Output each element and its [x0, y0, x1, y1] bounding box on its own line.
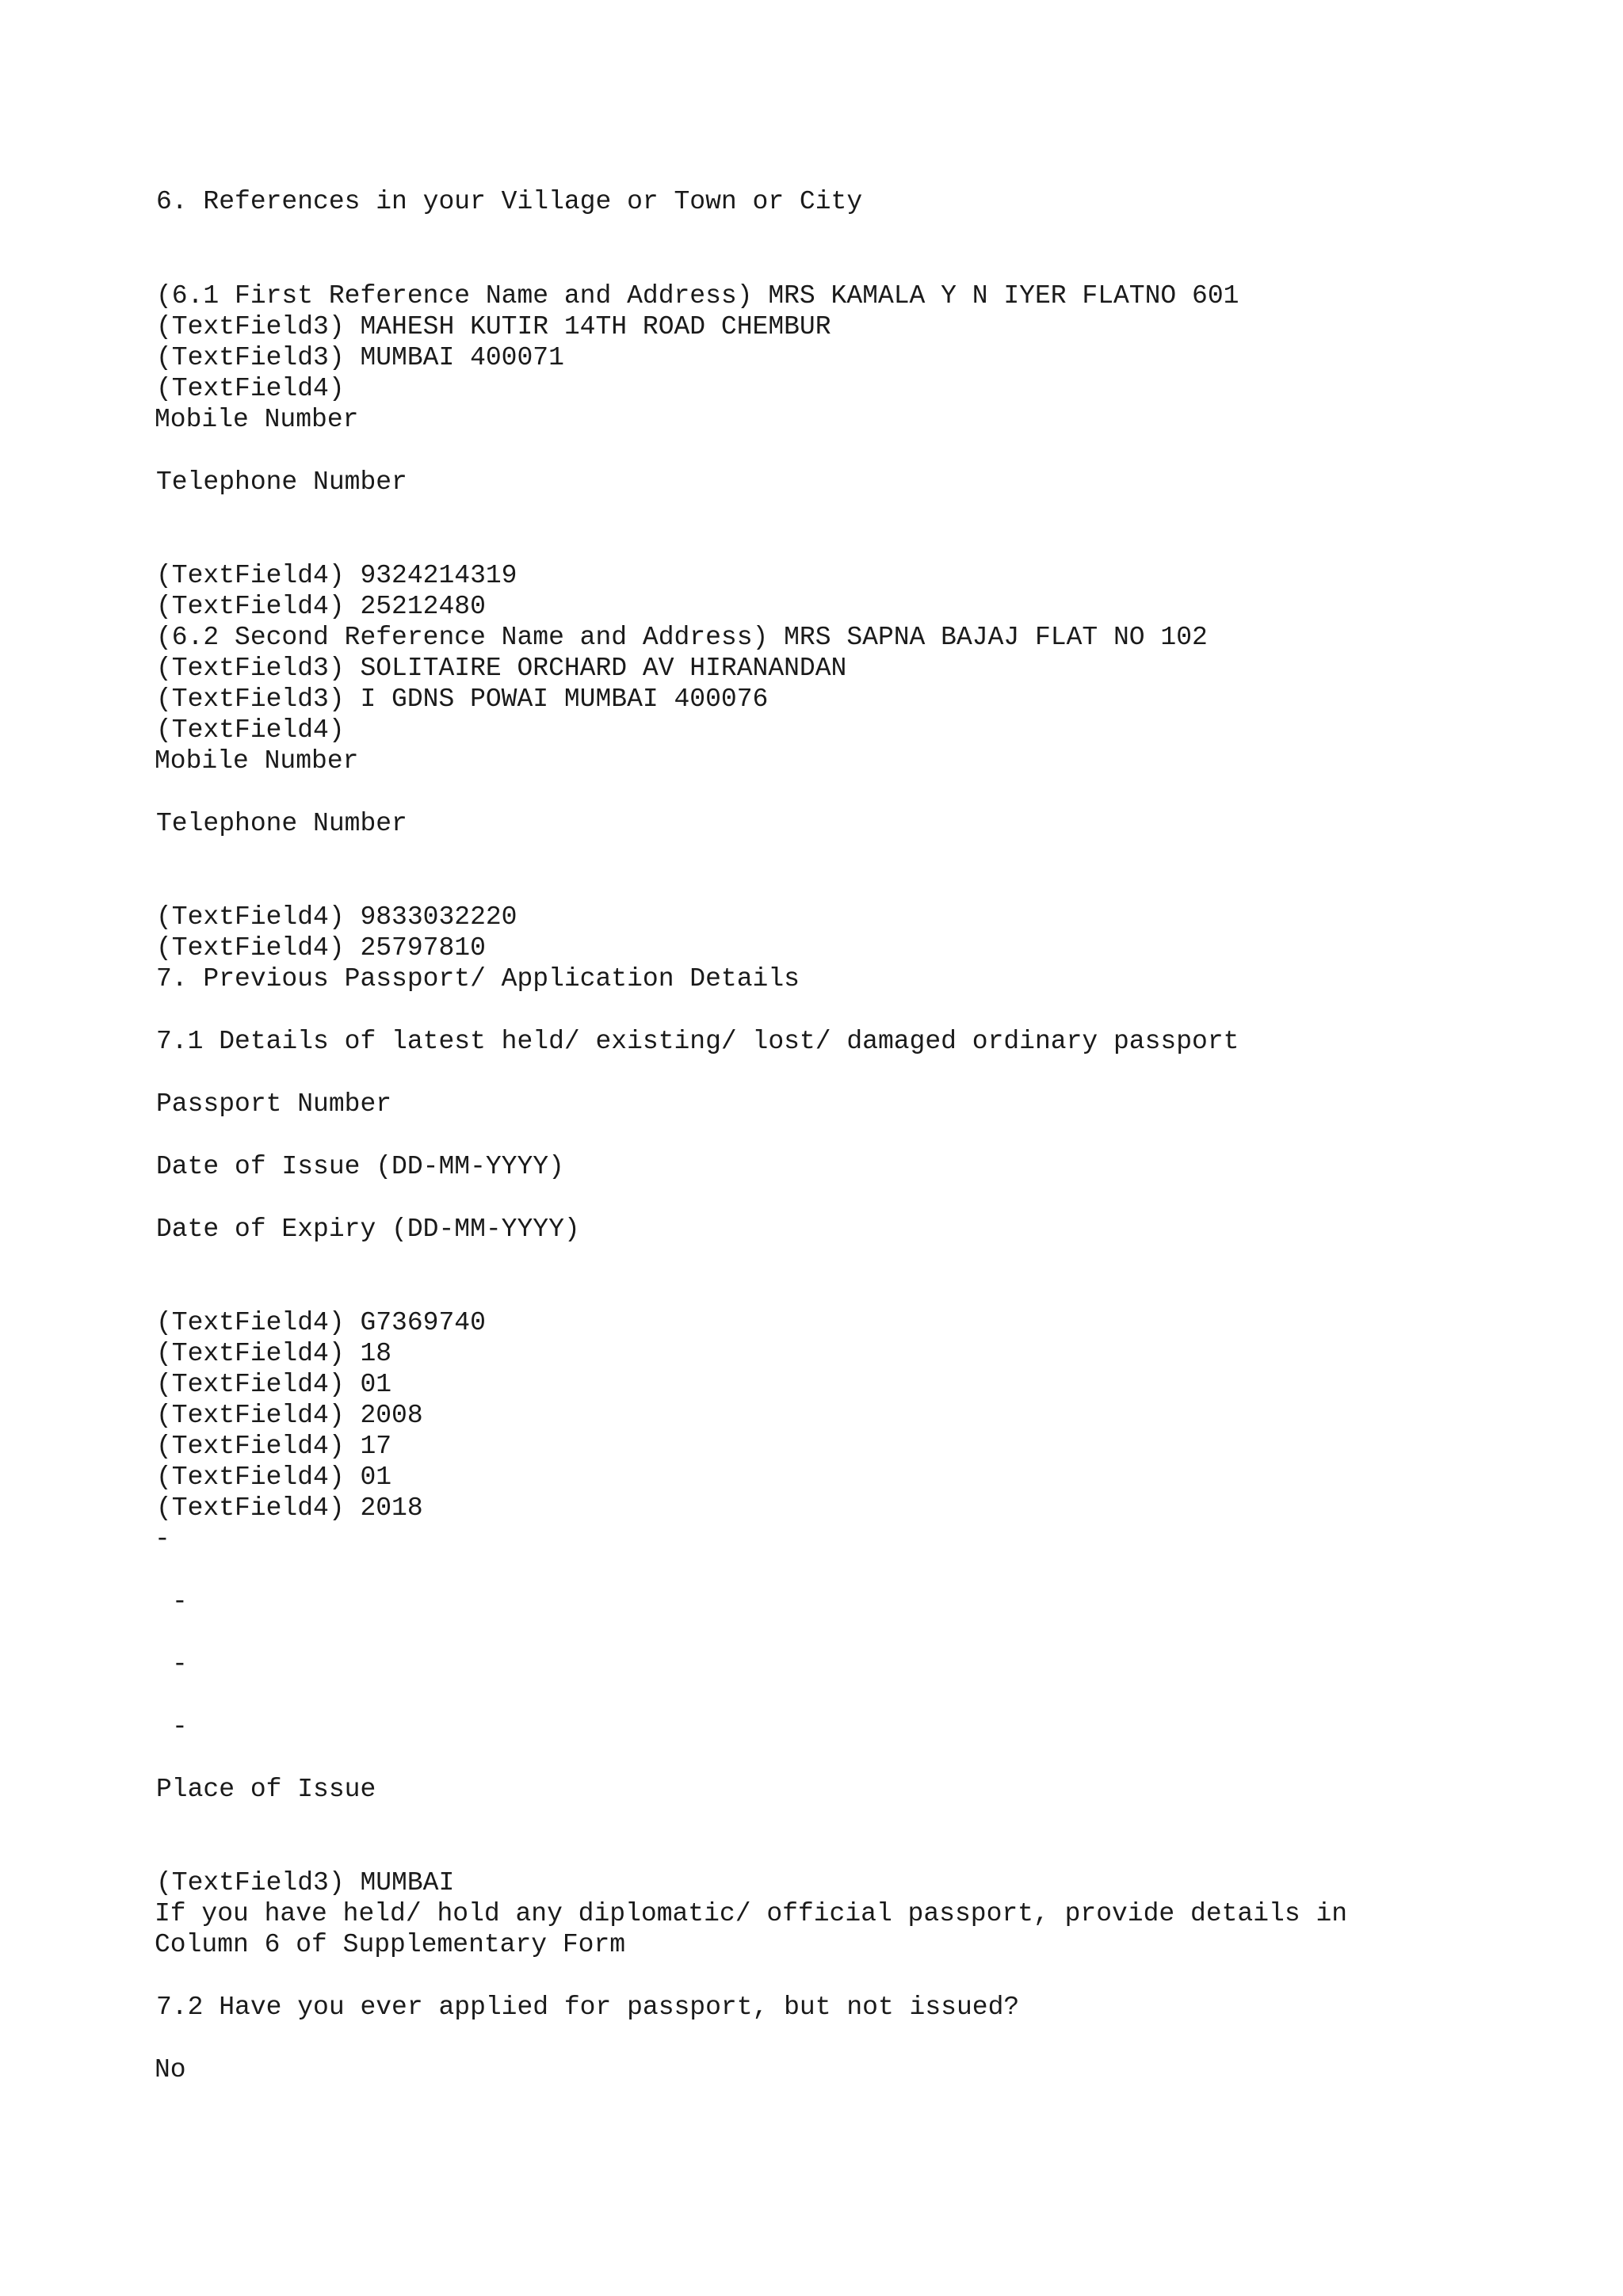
- passport-number-value: (TextField4) G7369740: [156, 1308, 486, 1337]
- issue-month-value: (TextField4) 01: [156, 1370, 392, 1399]
- ref2-address-line3: (TextField3) I GDNS POWAI MUMBAI 400076: [156, 685, 769, 714]
- question-7-2-answer: No: [155, 2055, 186, 2084]
- ref2-name-address: (6.2 Second Reference Name and Address) MRS SAPNA BAJAJ FLAT NO 102: [156, 623, 1208, 652]
- expiry-day-value: (TextField4) 17: [156, 1432, 392, 1461]
- ref2-address-line2: (TextField3) SOLITAIRE ORCHARD AV HIRANANDAN: [156, 654, 847, 683]
- section-6-heading: 6. References in your Village or Town or City: [156, 187, 863, 216]
- question-7-2: 7.2 Have you ever applied for passport, but not issued?: [156, 1993, 1020, 2022]
- ref1-name-address: (6.1 First Reference Name and Address) MRS KAMALA Y N IYER FLATNO 601: [156, 281, 1239, 311]
- dash-separator: -: [172, 1712, 188, 1741]
- ref2-telephone-value: (TextField4) 25797810: [156, 933, 486, 963]
- ref1-mobile-label: Mobile Number: [155, 405, 359, 434]
- issue-date-label: Date of Issue (DD-MM-YYYY): [156, 1152, 564, 1181]
- dash-separator: -: [172, 1587, 188, 1616]
- section-7-1-heading: 7.1 Details of latest held/ existing/ lost/ damaged ordinary passport: [156, 1027, 1239, 1056]
- issue-day-value: (TextField4) 18: [156, 1339, 392, 1368]
- place-of-issue-label: Place of Issue: [156, 1775, 376, 1804]
- ref2-mobile-value: (TextField4) 9833032220: [156, 902, 517, 932]
- diplomatic-note-line2: Column 6 of Supplementary Form: [155, 1930, 626, 1959]
- issue-year-value: (TextField4) 2008: [156, 1401, 423, 1430]
- ref2-mobile-label: Mobile Number: [155, 746, 359, 776]
- ref1-telephone-value: (TextField4) 25212480: [156, 592, 486, 621]
- ref2-empty-field: (TextField4): [156, 715, 345, 745]
- dash-separator: -: [172, 1650, 188, 1679]
- ref1-address-line3: (TextField3) MUMBAI 400071: [156, 343, 564, 372]
- expiry-date-label: Date of Expiry (DD-MM-YYYY): [156, 1215, 580, 1244]
- ref2-telephone-label: Telephone Number: [156, 809, 407, 838]
- dash-separator: -: [155, 1524, 170, 1554]
- diplomatic-note-line1: If you have held/ hold any diplomatic/ official passport, provide details in: [155, 1899, 1348, 1928]
- ref1-empty-field: (TextField4): [156, 374, 345, 403]
- ref1-mobile-value: (TextField4) 9324214319: [156, 561, 517, 590]
- expiry-year-value: (TextField4) 2018: [156, 1493, 423, 1523]
- ref1-telephone-label: Telephone Number: [156, 467, 407, 497]
- ref1-address-line2: (TextField3) MAHESH KUTIR 14TH ROAD CHEMBUR: [156, 312, 831, 341]
- section-7-heading: 7. Previous Passport/ Application Details: [156, 964, 800, 994]
- place-of-issue-value: (TextField3) MUMBAI: [156, 1868, 455, 1897]
- expiry-month-value: (TextField4) 01: [156, 1463, 392, 1492]
- passport-number-label: Passport Number: [156, 1089, 392, 1119]
